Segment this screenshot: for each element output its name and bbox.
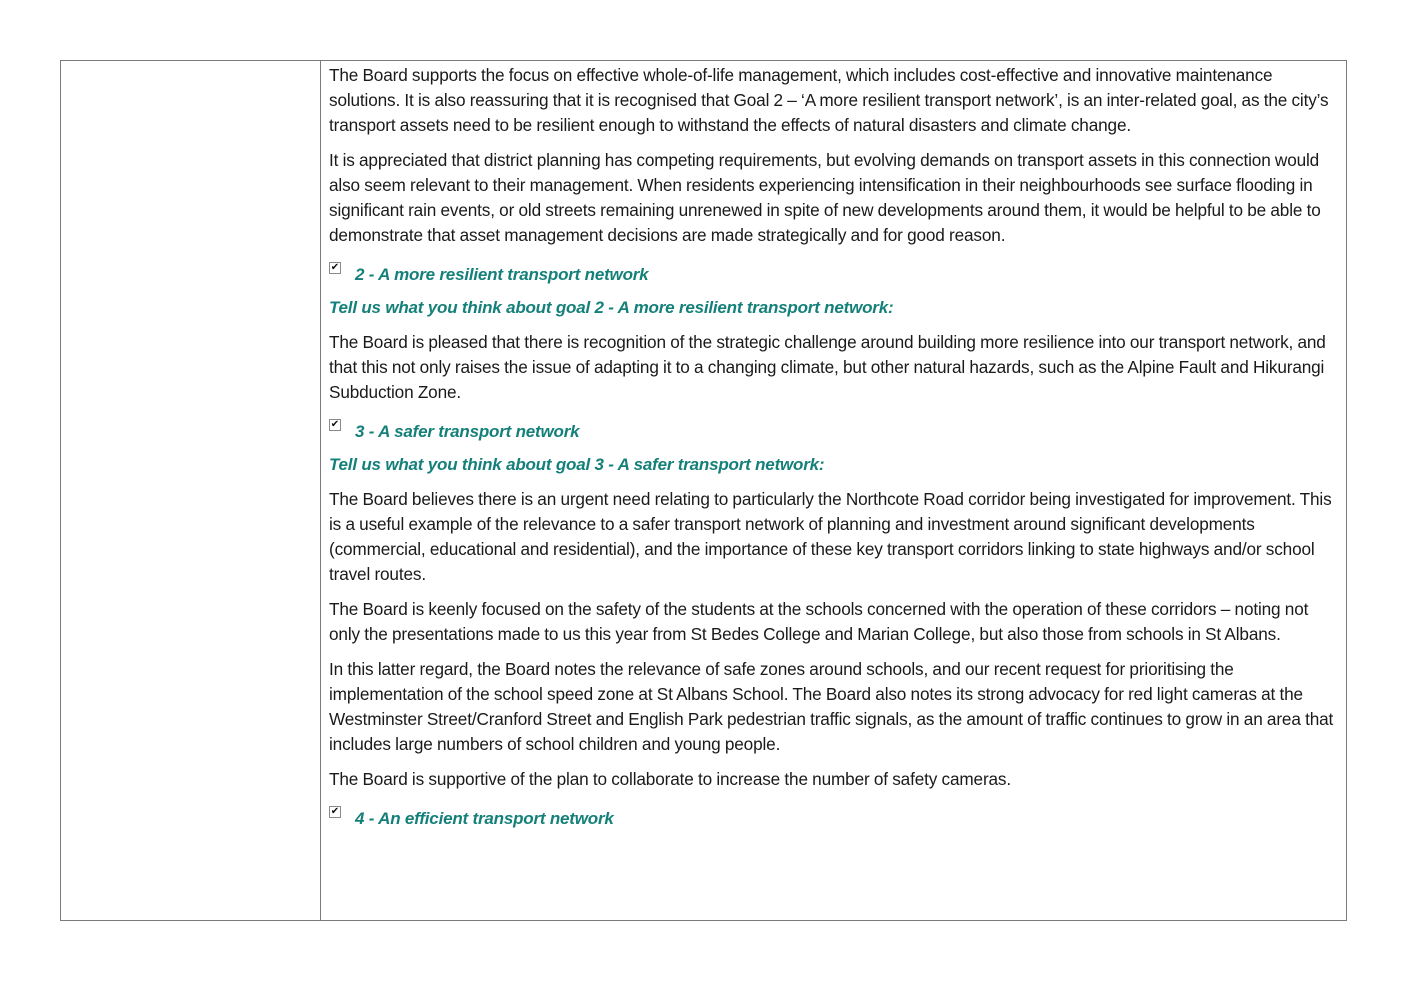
table-right-column <box>321 61 1346 920</box>
goal-4-checkbox[interactable]: ✔ <box>330 806 340 817</box>
goal-4-option[interactable] <box>329 806 1340 831</box>
goal-4-label: 4 - An efficient transport network <box>355 809 614 828</box>
intro-paragraph-2: It is appreciated that district planning has competing requirements, but evolving demands on transport assets in this connection would also seem relevant to their management. When residents experiencing intensification in their neighbourhoods see surface flooding in significant rain events, or old streets remaining unrenewed in spite of new developments around them, it would be helpful to be able to demonstrate that asset management decisions are made strategically and for good reason. <box>329 150 1321 245</box>
goal-2-label: 2 - A more resilient transport network <box>355 265 649 284</box>
goal-3-checkbox[interactable]: ✔ <box>330 419 340 430</box>
goal-3-label: 3 - A safer transport network <box>355 422 580 441</box>
submission-table <box>60 60 1347 921</box>
goal-3-answer-paragraph-2: The Board is keenly focused on the safety of the students at the schools concerned with the operation of these corridors – noting not only the presentations made to us this year from St Bedes College and Marian College, but also those from schools in St Albans. <box>329 599 1309 644</box>
goal-2-question: Tell us what you think about goal 2 - A more resilient transport network: <box>329 298 894 317</box>
goal-3-option[interactable] <box>329 419 1340 444</box>
goal-3-question: Tell us what you think about goal 3 - A safer transport network: <box>329 455 825 474</box>
goal-2-answer-paragraph: The Board is pleased that there is recognition of the strategic challenge around building more resilience into our transport network, and that this not only raises the issue of adapting it to a changing climate, but other natural hazards, such as the Alpine Fault and Hikurangi Subduction Zone. <box>329 332 1326 402</box>
table-left-column <box>61 61 321 920</box>
intro-paragraph-1: The Board supports the focus on effective whole-of-life management, which includes cost-effective and innovative maintenance solutions. It is also reassuring that it is recognised that Goal 2 – ‘A more resilient transport network’, is an inter-related goal, as the city’s transport assets need to be resilient enough to withstand the effects of natural disasters and climate change. <box>329 65 1329 135</box>
goal-2-checkbox[interactable]: ✔ <box>330 262 340 273</box>
goal-3-answer-paragraph-3: In this latter regard, the Board notes the relevance of safe zones around schools, and our recent request for prioritising the implementation of the school speed zone at St Albans School. The Board also notes its strong advocacy for red light cameras at the Westminster Street/Cranford Street and English Park pedestrian traffic signals, as the amount of traffic continues to grow in an area that includes large numbers of school children and young people. <box>329 659 1334 754</box>
goal-3-answer-paragraph-4: The Board is supportive of the plan to collaborate to increase the number of safety cameras. <box>329 769 1011 789</box>
goal-2-option[interactable] <box>329 262 1340 287</box>
goal-3-answer-paragraph-1: The Board believes there is an urgent need relating to particularly the Northcote Road corridor being investigated for improvement. This is a useful example of the relevance to a safer transport network of planning and investment around significant developments (commercial, educational and residential), and the importance of these key transport corridors linking to state highways and/or school travel routes. <box>329 489 1332 584</box>
